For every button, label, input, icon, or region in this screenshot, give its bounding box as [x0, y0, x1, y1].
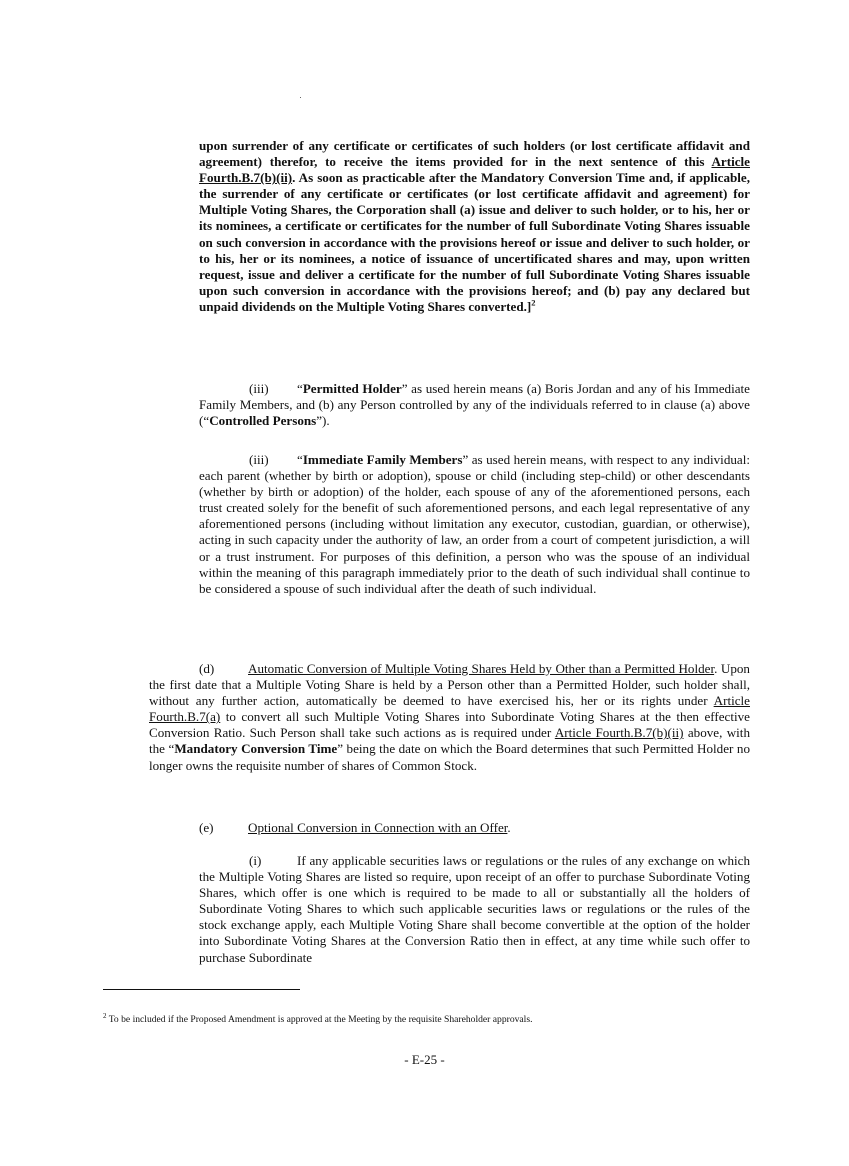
paragraph-immediate-family: (iii) “Immediate Family Members” as used herein means, with respect to any individual: each parent (whether by birth or adoption), spouse or child (including step-child) or other descendants (whether by birth or adoption) of the holder, each spouse of any of the aforementioned persons, each trust created solely for the benefit of such aforementioned persons, and each legal representative of any aforementioned persons (including without limitation any executor, custodian, guardian, or otherwise), acting in such capacity under the authority of law, an order from a court of competent jurisdiction, a will or a trust instrument. For purposes of this definition, a person who was the spouse of an individual within the meaning of this paragraph immediately prior to the death of such individual shall continue to be considered a spouse of such individual after the death of such individual.	[199, 452, 750, 596]
footnote-divider	[103, 989, 300, 990]
page-number: - E-25 -	[404, 1052, 445, 1067]
footnote-number: 2	[103, 1011, 107, 1020]
paragraph-permitted-holder: (iii) “Permitted Holder” as used herein means (a) Boris Jordan and any of his Immediate Family Members, and (b) any Person controlled by any of the individuals referred to in clause (a) above (“Controlled Persons”).	[199, 381, 750, 429]
article-reference: Article Fourth.B.7(b)(ii)	[554, 725, 684, 741]
paragraph-offer-conversion: (i) If any applicable securities laws or regulations or the rules of any exchange on which the Multiple Voting Shares are listed so require, upon receipt of an offer to purchase Subordinate Voting Shares, which offer is one which is required to be made to all or substantially all the holders of Subordinate Voting Shares to which such applicable securities laws or regulations or the rules of the stock exchange apply, each Multiple Voting Share shall become convertible at the option of the holder into Subordinate Voting Shares at the Conversion Ratio then in effect, at any time while such offer to purchase Subordinate	[199, 853, 750, 965]
footnote-marker: 2	[531, 297, 536, 308]
footnote: $^2$ To be included if the Proposed Amendment is approved at the Meeting by the requisite Shareholder approvals.	[103, 1011, 533, 1025]
section-heading: Optional Conversion in Connection with an Offer	[248, 820, 508, 835]
section-heading: Automatic Conversion of Multiple Voting Shares Held by Other than a Permitted Holder	[248, 661, 715, 676]
clause-number: (i)	[249, 853, 262, 868]
paragraph-automatic-conversion: (d) Automatic Conversion of Multiple Voting Shares Held by Other than a Permitted Holder. Upon the first date that a Multiple Voting Share is held by a Person other than a Permitted Holder, such holder shall, without any further action, automatically be deemed to have exercised his, her or its rights under Article Fourth.B.7(a) to convert all such Multiple Voting Shares into Subordinate Voting Shares at the then effective Conversion Ratio. Such Person shall take such actions as is required under Article Fourth.B.7(b)(ii) above, with the “Mandatory Conversion Time” being the date on which the Board determines that such Permitted Holder no longer owns the requisite number of shares of Common Stock.	[149, 661, 750, 773]
clause-number: (iii)	[249, 452, 269, 467]
paragraph-conversion-procedure: upon surrender of any certificate or certificates of such holders (or lost certificate affidavit and agreement) therefor, to receive the items provided for in the next sentence of this Article Fourth.B.7(b)(ii). As soon as practicable after the Mandatory Conversion Time and, if applicable, the surrender of any certificate or certificates (or lost certificate affidavit and agreement) for Multiple Voting Shares, the Corporation shall (a) issue and deliver to such holder, or to his, her or its nominees, a certificate or certificates for the number of full Subordinate Voting Shares issuable on such conversion in accordance with the provisions hereof or issue and deliver to such holder, or to his, her or its nominees, a notice of issuance of uncertificated shares and may, upon written request, issue and deliver a certificate for the number of full Subordinate Voting Shares issuable upon such conversion in accordance with the provisions hereof; and (b) pay any declared but unpaid dividends on the Multiple Voting Shares converted.]$^2$	[199, 138, 750, 314]
clause-number: (d)	[199, 661, 215, 676]
article-reference: Article Fourth.B.7(a)	[149, 693, 750, 725]
paragraph-optional-conversion-heading: (e) Optional Conversion in Connection with an Offer.	[199, 820, 511, 835]
article-reference: Article Fourth.B.7(b)(ii)	[199, 154, 750, 186]
clause-number: (e)	[199, 820, 214, 835]
defined-term: Permitted Holder	[302, 381, 402, 396]
clause-number: (iii)	[249, 381, 269, 396]
defined-term: Immediate Family Members	[302, 452, 463, 467]
defined-term: Mandatory Conversion Time	[174, 741, 338, 757]
scan-dot	[300, 97, 301, 98]
defined-term: Controlled Persons	[209, 413, 317, 429]
